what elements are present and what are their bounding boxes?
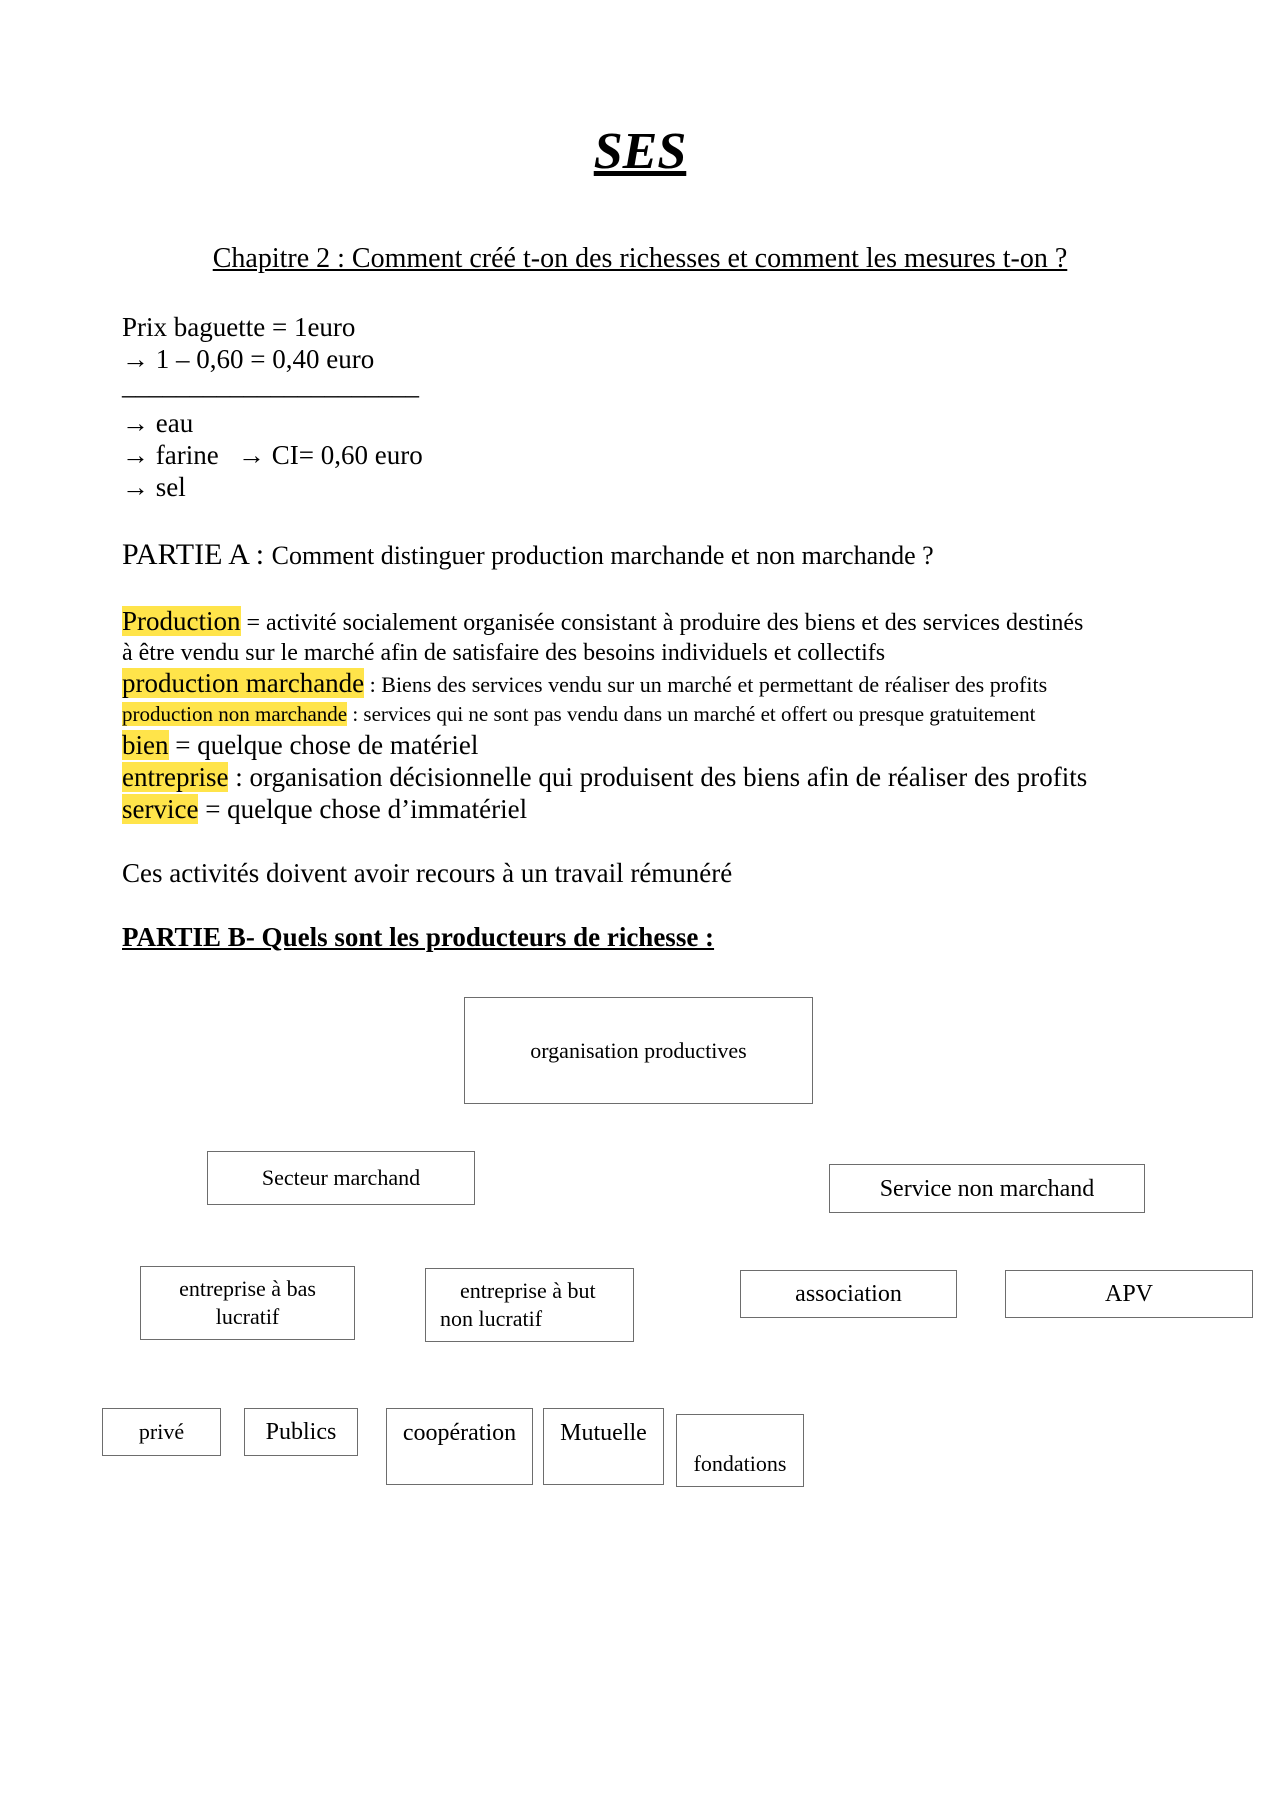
partie-b-heading: PARTIE B- Quels sont les producteurs de richesse :: [122, 922, 715, 952]
prive-label: privé: [138, 1419, 185, 1444]
entreprise-definition: : organisation décisionnelle qui produisent des biens afin de réaliser des profits: [235, 762, 1088, 792]
publics-label: Publics: [265, 1419, 337, 1445]
term-production-non-marchande: production non marchande: [122, 702, 348, 726]
secteur-marchand-label: Secteur marchand: [261, 1165, 421, 1190]
service-non-marchand-label: Service non marchand: [879, 1175, 1095, 1202]
term-production: Production: [122, 606, 241, 636]
partie-a-label: PARTIE A :: [122, 538, 265, 571]
partie-a-heading: [122, 538, 934, 572]
production-definition-cont: à être vendu sur le marché afin de satisfaire des besoins individuels et collectifs: [122, 640, 886, 666]
bien-definition: = quelque chose de matériel: [175, 730, 479, 760]
calc-line: → 1 – 0,60 = 0,40 euro: [122, 344, 375, 374]
definition-production: [122, 606, 1083, 637]
entreprise-but-line1: entreprise à but: [460, 1278, 596, 1303]
ingredient-farine: → farine: [122, 440, 219, 470]
term-entreprise: entreprise: [122, 762, 229, 792]
term-bien: bien: [122, 730, 169, 760]
association-label: association: [795, 1281, 902, 1307]
definition-entreprise: [122, 762, 1087, 793]
entreprise-but-line2: non lucratif: [440, 1306, 543, 1331]
chapter-heading: Chapitre 2 : Comment créé t-on des richesses et comment les mesures t-on ?: [212, 243, 1068, 274]
service-definition: = quelque chose d’immatériel: [205, 794, 528, 824]
service-non-marchand-box: [829, 1164, 1145, 1213]
ci-value: → CI= 0,60 euro: [238, 440, 423, 470]
prive-box: [102, 1408, 221, 1456]
entreprise-bas-lucratif-box: [140, 1266, 355, 1340]
apv-label: APV: [1104, 1281, 1153, 1307]
term-service: service: [122, 794, 199, 824]
entreprise-but-non-lucratif-box: [425, 1268, 634, 1342]
definition-marchande: [122, 668, 1047, 699]
entreprise-bas-line2: lucratif: [215, 1304, 280, 1329]
cooperation-label: coopération: [402, 1420, 517, 1446]
ingredient-sel: → sel: [122, 472, 186, 502]
production-definition: = activité socialement organisée consistant à produire des biens et des services destinés: [246, 610, 1084, 636]
definition-non-marchande: [122, 702, 1035, 727]
term-production-marchande: production marchande: [122, 668, 365, 698]
mutuelle-box: [543, 1408, 664, 1485]
non-marchande-definition: : services qui ne sont pas vendu dans un marché et offert ou presque gratuitement: [352, 702, 1036, 726]
secteur-marchand-box: [207, 1151, 475, 1205]
price-line: Prix baguette = 1euro: [122, 312, 356, 342]
definition-bien: [122, 730, 478, 761]
publics-box: [244, 1408, 358, 1456]
ingredient-eau: → eau: [122, 408, 194, 438]
association-box: [740, 1270, 957, 1318]
fondations-box: [676, 1414, 804, 1487]
partie-a-question: Comment distinguer production marchande et non marchande ?: [271, 541, 934, 570]
cooperation-box: [386, 1408, 533, 1485]
definition-service: [122, 794, 527, 825]
separator-line: ______________________: [122, 370, 419, 400]
remuneration-note: Ces activités doivent avoir recours à un travail rémunéré: [122, 858, 733, 888]
fondations-label: fondations: [693, 1451, 787, 1476]
apv-box: [1005, 1270, 1253, 1318]
diagram-root-box: [464, 997, 813, 1104]
entreprise-bas-line1: entreprise à bas: [179, 1276, 316, 1301]
document-title: SES: [593, 123, 687, 180]
mutuelle-label: Mutuelle: [560, 1420, 647, 1446]
root-label: organisation productives: [530, 1037, 747, 1063]
marchande-definition: : Biens des services vendu sur un marché et permettant de réaliser des profits: [369, 672, 1048, 697]
